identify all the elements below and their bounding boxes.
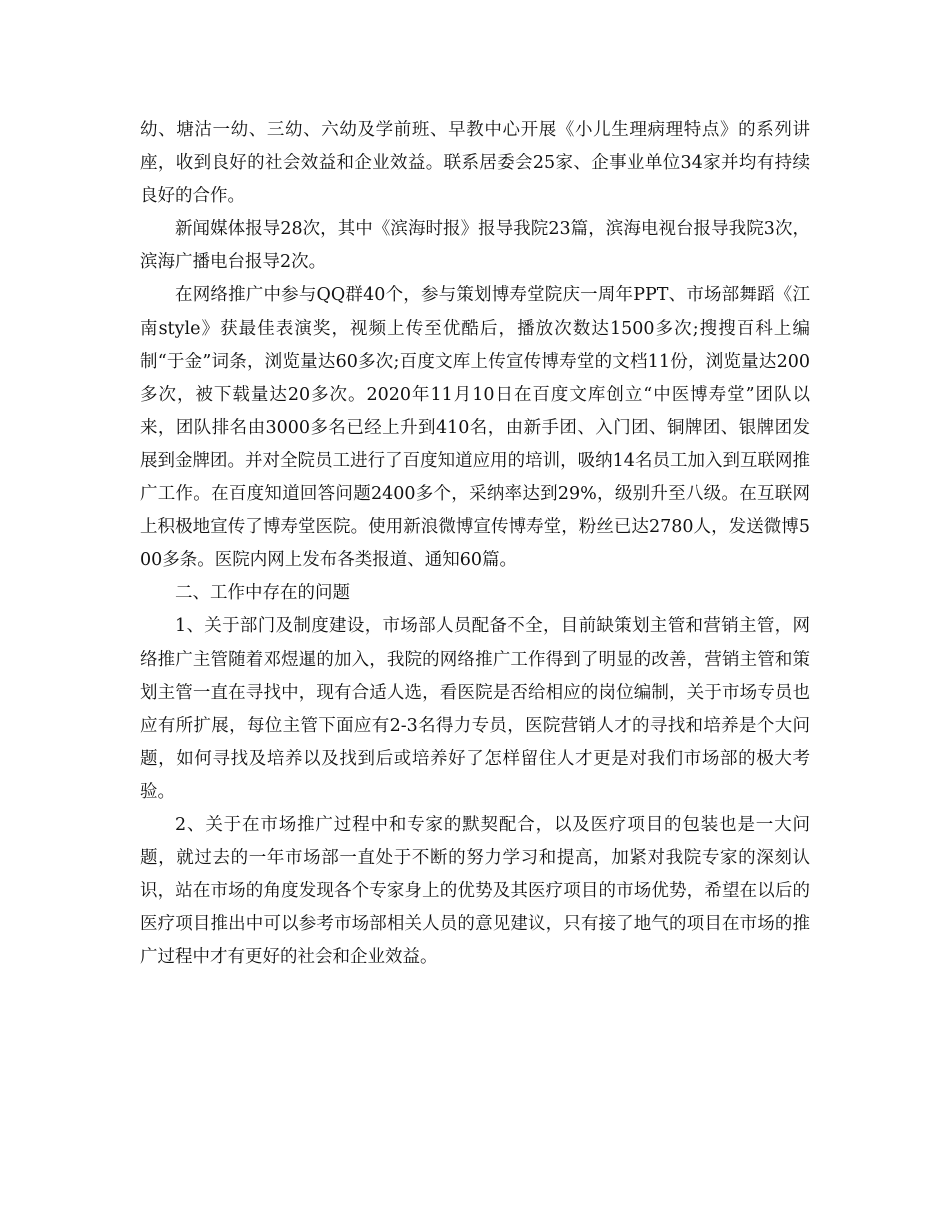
paragraph-online-promotion: 在网络推广中参与QQ群40个，参与策划博寿堂院庆一周年PPT、市场部舞蹈《江南style》获最佳表演奖，视频上传至优酷后，播放次数达1500多次;搜搜百科上编制“于金”词条，浏览量达60多次;百度文库上传宣传博寿堂的文档11份，浏览量达200多次，被下载量达20多次。2020年11月10日在百度文库创立“中医博寿堂”团队以来，团队排名由3000多名已经上升到410名，由新手团、入门团、铜牌团、银牌团发展到金牌团。并对全院员工进行了百度知道应用的培训，吸纳14名员工加入到互联网推广工作。在百度知道回答问题2400多个，采纳率达到29%，级别升至八级。在互联网上积极地宣传了博寿堂医院。使用新浪微博宣传博寿堂，粉丝已达2780人，发送微博500多条。医院内网上发布各类报道、通知60篇。 — [140, 285, 810, 571]
paragraph-expert-cooperation: 2、关于在市场推广过程中和专家的默契配合，以及医疗项目的包装也是一大问题，就过去的一年市场部一直处于不断的努力学习和提高，加紧对我院专家的深刻认识，站在市场的角度发现各个专家身上的优势及其医疗项目的市场优势，希望在以后的医疗项目推出中可以参考市场部相关人员的意见建议，只有接了地气的项目在市场的推广过程中才有更好的社会和企业效益。 — [140, 814, 810, 968]
document-body — [140, 114, 810, 974]
paragraph-department-staffing: 1、关于部门及制度建设，市场部人员配备不全，目前缺策划主管和营销主管，网络推广主管随着邓煜暹的加入，我院的网络推广工作得到了明显的改善，营销主管和策划主管一直在寻找中，现有合适人选，看医院是否给相应的岗位编制，关于市场专员也应有所扩展，每位主管下面应有2-3名得力专员，医院营销人才的寻找和培养是个大问题，如何寻找及培养以及找到后或培养好了怎样留住人才更是对我们市场部的极大考验。 — [140, 616, 810, 802]
section-heading-problems: 二、工作中存在的问题 — [175, 583, 350, 604]
paragraph-lectures-continued: 幼、塘沽一幼、三幼、六幼及学前班、早教中心开展《小儿生理病理特点》的系列讲座，收到良好的社会效益和企业效益。联系居委会25家、企事业单位34家并均有持续良好的合作。 — [140, 120, 810, 207]
paragraph-media-reports: 新闻媒体报导28次，其中《滨海时报》报导我院23篇，滨海电视台报导我院3次，滨海广播电台报导2次。 — [140, 219, 810, 273]
